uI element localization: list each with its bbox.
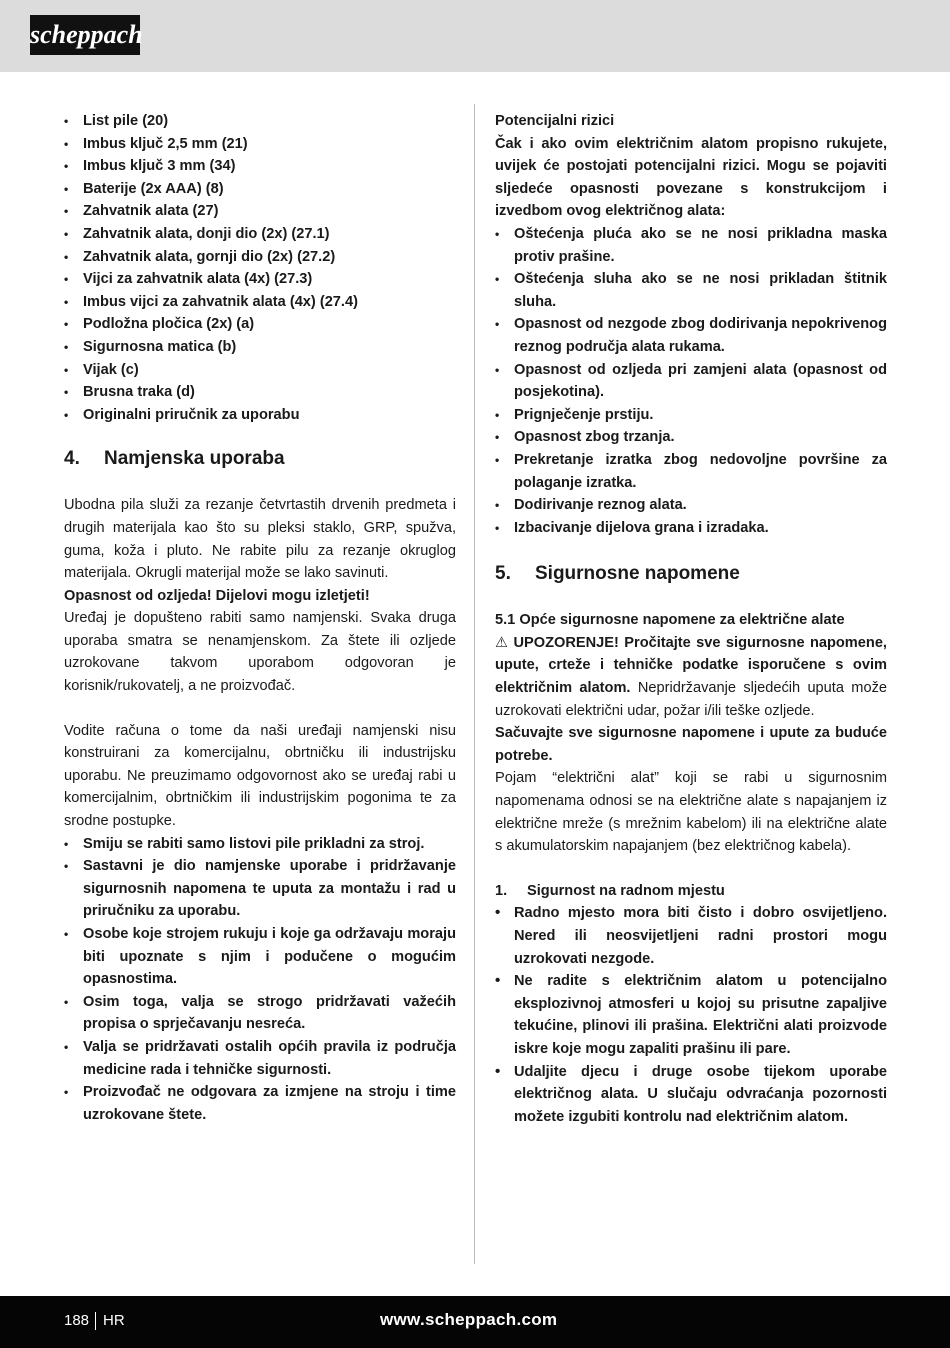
footer-bar — [0, 1296, 950, 1348]
list-item: • Izbacivanje dijelova grana i izradaka. — [495, 517, 887, 540]
list-item: • Osobe koje strojem rukuju i koje ga održavaju moraju biti upoznate s njim i podučene o mogućim opasnostima. — [64, 923, 456, 991]
list-item: • Imbus ključ 2,5 mm (21) — [64, 133, 456, 156]
commercial-use-paragraph: Vodite računa o tome da naši uređaji namjenski nisu konstruirani za komercijalnu, obrtničku ili industrijsku uporabu. Ne preuzimamo odgovornost ako se uređaj rabi u komercijalnim, obrtničkim ili industrijskim pogonima te za srodne postupke. — [64, 722, 456, 830]
item-text: Električni alati proizvode iskre koje mogu zapaliti prašinu ili pare. — [514, 1018, 887, 1057]
right-column — [495, 110, 887, 1128]
workplace-safety-heading — [495, 880, 887, 903]
list-item: • Brusna traka (d) — [64, 381, 456, 404]
list-item: • Valja se pridržavati ostalih općih pravila iz područja medicine rada i tehničke sigurnosti. — [64, 1036, 456, 1081]
list-item: • Zahvatnik alata, gornji dio (2x) (27.2) — [64, 246, 456, 269]
list-item: • Osim toga, valja se strogo pridržavati važećih propisa o sprječavanju nesreća. — [64, 991, 456, 1036]
page-number: 188 — [64, 1312, 90, 1329]
list-item: • Smiju se rabiti samo listovi pile prikladni za stroj. — [64, 833, 456, 856]
risks-heading: Potencijalni rizici — [495, 113, 615, 129]
list-item: • Oštećenja sluha ako se ne nosi prikladan štitnik sluha. — [495, 268, 887, 313]
column-divider — [474, 104, 475, 1264]
footer-separator — [95, 1312, 96, 1330]
definition-paragraph: Pojam “električni alat” koji se rabi u sigurnosnim napomenama odnosi se na električne alate s napajanjem iz električne mreže (s mrežnim kabelom) ili na električne alate s akumulatorskim napajanjem (bez električnog kabela). — [495, 770, 887, 855]
section-title: Namjenska uporaba — [104, 448, 285, 470]
list-item — [495, 1061, 887, 1129]
list-item: • Sastavni je dio namjenske uporabe i pridržavanje sigurnosnih napomena te uputa za montažu i rad u priručniku za uporabu. — [64, 855, 456, 923]
danger-notice: Opasnost od ozljeda! Dijelovi mogu izletjeti! — [64, 587, 370, 604]
list-item: • Opasnost od ozljeda pri zamjeni alata (opasnost od posjekotina). — [495, 359, 887, 404]
usage-rules-list — [64, 833, 456, 1127]
item-bold-text: Radno mjesto mora biti čisto i dobro osvijetljeno. — [514, 905, 887, 922]
warning-triangle-icon: ⚠ — [495, 634, 509, 651]
list-item: • List pile (20) — [64, 110, 456, 133]
list-item: • Opasnost od nezgode zbog dodirivanja nepokrivenog reznog područja alata rukama. — [495, 313, 887, 358]
list-item: • Dodirivanje reznog alata. — [495, 494, 887, 517]
list-item — [495, 902, 887, 970]
risks-intro: Čak i ako ovim električnim alatom propisno rukujete, uvijek će postojati potencijalni rizici. Mogu se pojaviti sljedeće opasnosti povezane s konstrukcijom i izvedbom ovog električnog alata: — [495, 135, 887, 220]
language-code: HR — [103, 1312, 125, 1329]
item-text: U slučaju odvraćanja pozornosti možete izgubiti kontrolu nad električnim alatom. — [514, 1086, 887, 1125]
list-item: • Prekretanje izratka zbog nedovoljne površine za polaganje izratka. — [495, 449, 887, 494]
list-item: • Opasnost zbog trzanja. — [495, 426, 887, 449]
warning-text: Nepridržavanje sljedećih uputa može uzrokovati električni udar, požar i/ili teške ozljede. — [495, 680, 887, 719]
item-bold-text: Ne radite s električnim alatom u potencijalno eksplozivnoj atmosferi u kojoj su prisutne zapaljive tekućine, plinovi ili prašina. — [514, 973, 887, 1035]
list-item: • Imbus vijci za zahvatnik alata (4x) (27.4) — [64, 291, 456, 314]
section-5-heading — [495, 561, 887, 587]
section-4-heading — [64, 446, 456, 472]
section-number: 4. — [64, 448, 80, 470]
list-item: • Zahvatnik alata, donji dio (2x) (27.1) — [64, 223, 456, 246]
liability-paragraph: Uređaj je dopušteno rabiti samo namjenski. Svaka druga uporaba smatra se nenamjenskom. Za štete ili ozljede uzrokovane takvom uporabom odgovoran je korisnik/rukovatelj, a ne proizvođač. — [64, 610, 456, 695]
list-item: • Oštećenja pluća ako se ne nosi prikladna maska protiv prašine. — [495, 223, 887, 268]
list-item: • Proizvođač ne odgovara za izmjene na stroju i time uzrokovane štete. — [64, 1081, 456, 1126]
list-item: • Imbus ključ 3 mm (34) — [64, 155, 456, 178]
warning-paragraph — [495, 632, 887, 722]
list-item: • Sigurnosna matica (b) — [64, 336, 456, 359]
list-item: • Baterije (2x AAA) (8) — [64, 178, 456, 201]
item-text: Nered ili neosvijetljeni radni prostori mogu uzrokovati nezgode. — [514, 928, 887, 967]
warning-bold-text: UPOZORENJE! Pročitajte sve sigurnosne napomene, upute, crteže i tehničke podatke isporučene s ovim električnim alatom. — [495, 634, 887, 697]
keep-instructions-notice: Sačuvajte sve sigurnosne napomene i upute za buduće potrebe. — [495, 725, 887, 764]
heading-number: 1. — [495, 882, 508, 899]
item-bold-text: Udaljite djecu i druge osobe tijekom uporabe električnog alata. — [514, 1063, 887, 1103]
heading-title: Sigurnost na radnom mjestu — [527, 882, 725, 899]
list-item — [495, 970, 887, 1060]
left-column — [64, 110, 456, 1126]
list-item: • Zahvatnik alata (27) — [64, 200, 456, 223]
subsection-5-1-heading: 5.1 Opće sigurnosne napomene za električne alate — [495, 612, 845, 629]
risks-list — [495, 223, 887, 539]
section-title: Sigurnosne napomene — [535, 563, 740, 585]
brand-logo: scheppach — [30, 15, 140, 55]
header-bar — [0, 0, 950, 72]
website-link[interactable]: www.scheppach.com — [380, 1310, 558, 1329]
intended-use-paragraph: Ubodna pila služi za rezanje četvrtastih drvenih predmeta i drugih materijala kao što su pleksi staklo, GRP, spužva, guma, koža i pluto. Ne rabite pilu za rezanje okruglog materijala. Okrugli materijal može se lako savinuti. — [64, 497, 456, 582]
list-item: • Prignječenje prstiju. — [495, 404, 887, 427]
list-item: • Podložna pločica (2x) (a) — [64, 313, 456, 336]
section-number: 5. — [495, 563, 511, 585]
workplace-safety-list — [495, 902, 887, 1128]
list-item: • Originalni priručnik za uporabu — [64, 404, 456, 427]
contents-list — [64, 110, 456, 426]
list-item: • Vijak (c) — [64, 359, 456, 382]
list-item: • Vijci za zahvatnik alata (4x) (27.3) — [64, 268, 456, 291]
